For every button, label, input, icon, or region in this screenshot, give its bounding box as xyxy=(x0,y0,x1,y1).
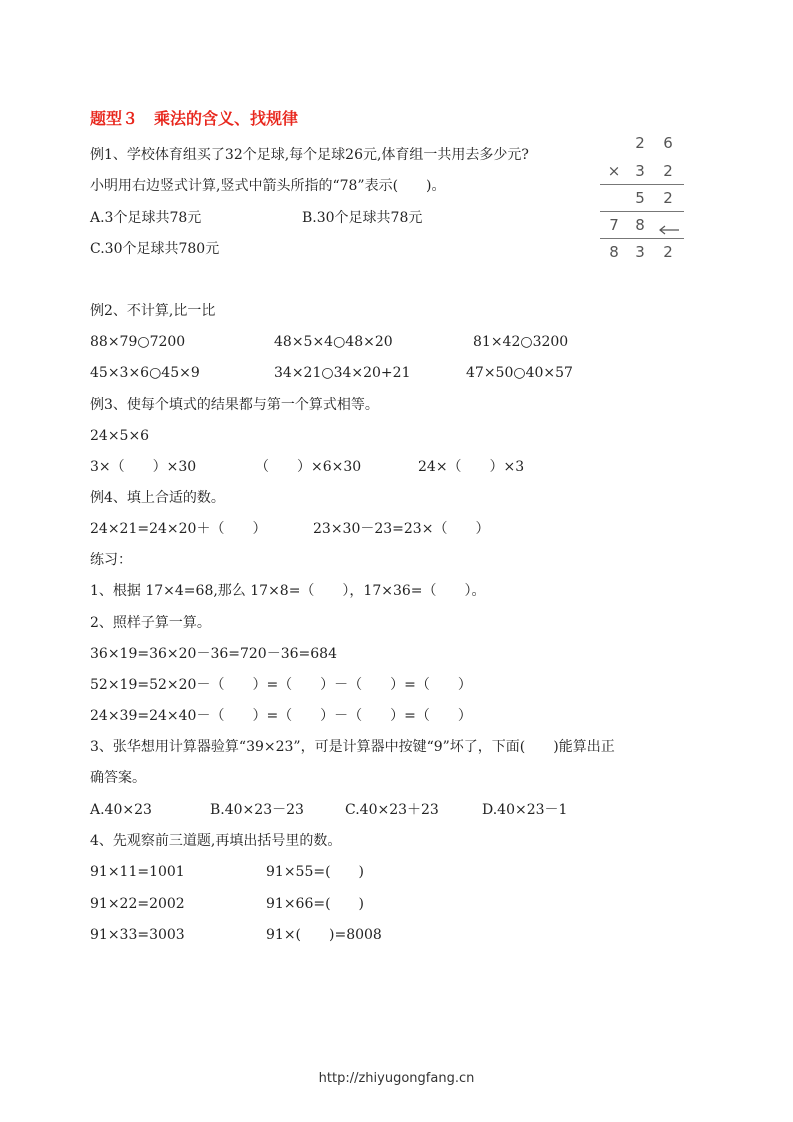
ex2-item: 47×50○40×57 xyxy=(466,365,573,381)
ex3-heading: 例3、使每个填式的结果都与第一个算式相等。 xyxy=(90,397,379,413)
practice-q4-given: 91×33=3003 xyxy=(90,927,185,943)
vertical-rule xyxy=(600,211,684,212)
practice-q4-given: 91×11=1001 xyxy=(90,864,185,880)
practice-q3-line2: 确答案。 xyxy=(90,770,146,786)
ex4-item: 24×21=24×20＋（ ） xyxy=(90,521,267,537)
vertical-digit: 3 xyxy=(635,162,645,180)
practice-q1: 1、根据 17×4=68,那么 17×8=（ ），17×36=（ ）。 xyxy=(90,583,486,599)
practice-q4-blank: 91×66=( ) xyxy=(266,896,365,912)
ex1-option-b: B.30个足球共78元 xyxy=(302,210,423,226)
vertical-digit: 5 xyxy=(635,189,645,207)
ex1-question-line1: 例1、学校体育组买了32个足球,每个足球26元,体育组一共用去多少元? xyxy=(90,147,529,163)
vertical-digit: 2 xyxy=(663,162,673,180)
practice-heading: 练习： xyxy=(90,552,132,568)
ex3-item: 3×（ ）×30 xyxy=(90,459,197,475)
ex2-heading: 例2、不计算,比一比 xyxy=(90,303,216,319)
ex2-item: 81×42○3200 xyxy=(473,334,569,350)
practice-q4-given: 91×22=2002 xyxy=(90,896,185,912)
practice-q4-blank: 91×55=( ) xyxy=(266,864,365,880)
ex2-item: 34×21○34×20+21 xyxy=(274,365,411,381)
vertical-digit: 8 xyxy=(609,243,619,261)
ex2-item: 88×79○7200 xyxy=(90,334,186,350)
practice-q3-option-b: B.40×23－23 xyxy=(210,802,304,818)
ex4-item: 23×30－23=23×（ ） xyxy=(313,521,490,537)
practice-q3-option-c: C.40×23＋23 xyxy=(345,802,439,818)
footer-url: http://zhiyugongfang.cn xyxy=(318,1071,475,1086)
vertical-rule xyxy=(600,238,684,239)
vertical-digit: 2 xyxy=(635,134,645,152)
vertical-digit: 2 xyxy=(663,243,673,261)
vertical-rule xyxy=(600,184,684,185)
practice-q3-option-d: D.40×23－1 xyxy=(482,802,568,818)
practice-q2-example: 36×19=36×20－36=720－36=684 xyxy=(90,646,337,662)
vertical-digit: 3 xyxy=(635,243,645,261)
vertical-digit: 2 xyxy=(663,189,673,207)
practice-q2-item: 24×39=24×40－（ ）=（ ）－（ ）=（ ） xyxy=(90,708,472,724)
ex3-item: （ ）×6×30 xyxy=(255,459,362,475)
times-sign: × xyxy=(607,162,621,180)
ex3-base-expression: 24×5×6 xyxy=(90,428,150,444)
vertical-multiplication-figure xyxy=(600,132,686,264)
ex1-option-c: C.30个足球共780元 xyxy=(90,241,220,257)
practice-q3-option-a: A.40×23 xyxy=(90,802,152,818)
practice-q4: 4、先观察前三道题,再填出括号里的数。 xyxy=(90,833,342,849)
left-arrow-icon xyxy=(658,225,680,235)
practice-q4-blank: 91×( )=8008 xyxy=(266,927,382,943)
ex2-item: 45×3×6○45×9 xyxy=(90,365,200,381)
ex1-option-a: A.3个足球共78元 xyxy=(90,210,202,226)
ex1-question-line2: 小明用右边竖式计算,竖式中箭头所指的“78”表示( )。 xyxy=(90,178,446,194)
practice-q2-item: 52×19=52×20－（ ）=（ ）－（ ）=（ ） xyxy=(90,677,472,693)
section-title: 题型３ 乘法的含义、找规律 xyxy=(90,109,299,128)
vertical-digit: 7 xyxy=(609,216,619,234)
vertical-digit: 8 xyxy=(635,216,645,234)
ex2-item: 48×5×4○48×20 xyxy=(274,334,393,350)
ex3-item: 24×（ ）×3 xyxy=(418,459,525,475)
vertical-digit: 6 xyxy=(663,134,673,152)
practice-q2: 2、照样子算一算。 xyxy=(90,615,211,631)
practice-q3-line1: 3、张华想用计算器验算“39×23”，可是计算器中按键“9”坏了，下面( )能算出正 xyxy=(90,739,615,755)
ex4-heading: 例4、填上合适的数。 xyxy=(90,490,225,506)
